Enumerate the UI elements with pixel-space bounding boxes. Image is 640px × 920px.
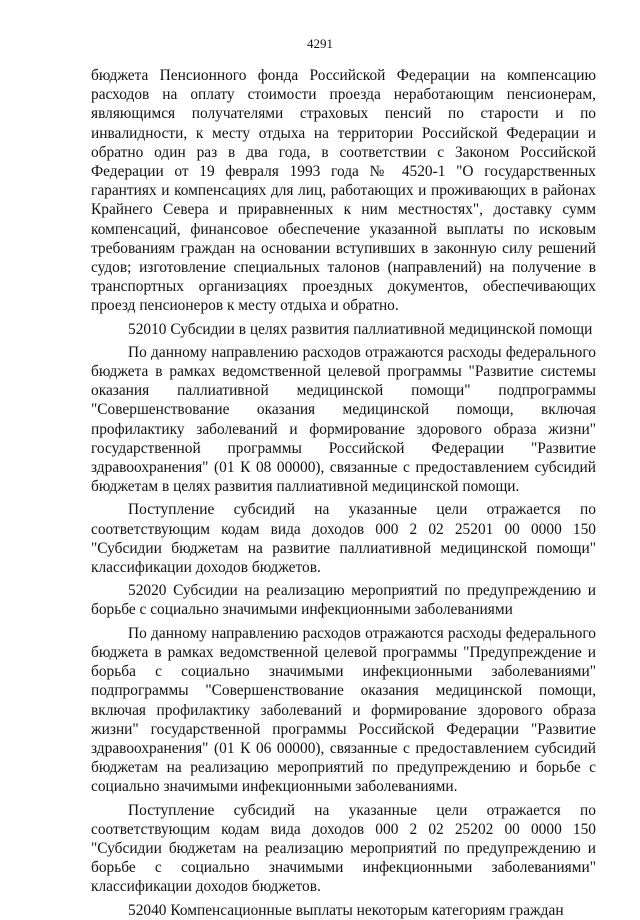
paragraph-52010-expenses: По данному направлению расходов отражаются расходы федерального бюджета в рамках ведомственной целевой программы "Развитие системы оказания паллиативной медицинской помощи" подпрограммы "Совершенствование оказания медицинской помощи, включая профилактику заболеваний и формирование здорового образа жизни" государственной программы Российской Федерации "Развитие здравоохранения" (01 К 08 00000), связанные с предоставлением субсидий бюджетам в целях развития паллиативной медицинской помощи. [91, 343, 596, 496]
paragraph-52020-expenses: По данному направлению расходов отражаются расходы федерального бюджета в рамках ведомственной целевой программы "Предупреждение и борьба с социально значимыми инфекционными заболеваниями" подпрограммы "Совершенствование оказания медицинской помощи, включая профилактику заболеваний и формирование здорового образа жизни" государственной программы Российской Федерации "Развитие здравоохранения" (01 К 06 00000), связанные с предоставлением субсидий бюджетам на реализацию мероприятий по предупреждению и борьбе с социально значимыми инфекционными заболеваниями. [91, 624, 596, 796]
paragraph-pension-compensation: бюджета Пенсионного фонда Российской Федерации на компенсацию расходов на оплату стоимости проезда неработающим пенсионерам, являющимся получателями страховых пенсий по старости и по инвалидности, к месту отдыха на территории Российской Федерации и обратно один раз в два года, в соответствии с Законом Российской Федерации от 19 февраля 1993 года № 4520-1 "О государственных гарантиях и компенсациях для лиц, работающих и проживающих в районах Крайнего Севера и приравненных к ним местностях", доставку сумм компенсаций, финансовое обеспечение указанной выплаты по исковым требованиям граждан на основании вступивших в законную силу решений судов; изготовление специальных талонов (направлений) на получение в транспортных организациях проездных документов, обеспечивающих проезд пенсионеров к месту отдыха и обратно. [91, 67, 596, 315]
paragraph-52020-revenue: Поступление субсидий на указанные цели отражается по соответствующим кодам вида доходов 000 2 02 25202 00 0000 150 "Субсидии бюджетам на реализацию мероприятий по предупреждению и борьбе с социально значимыми инфекционными заболеваниями" классификации доходов бюджетов. [91, 801, 596, 896]
page-number: 4291 [307, 36, 333, 51]
heading-52010: 52010 Субсидии в целях развития паллиативной медицинской помощи [128, 320, 593, 338]
heading-52020: 52020 Субсидии на реализацию мероприятий по предупреждению и борьбе с социально значимыми инфекционными заболеваниями [91, 582, 596, 619]
paragraph-52010-revenue: Поступление субсидий на указанные цели отражается по соответствующим кодам вида доходов 000 2 02 25201 00 0000 150 "Субсидии бюджетам на развитие паллиативной медицинской помощи" классификации доходов бюджетов. [91, 501, 596, 577]
heading-52040: 52040 Компенсационные выплаты некоторым категориям граждан [128, 901, 564, 919]
document-body [91, 66, 596, 920]
